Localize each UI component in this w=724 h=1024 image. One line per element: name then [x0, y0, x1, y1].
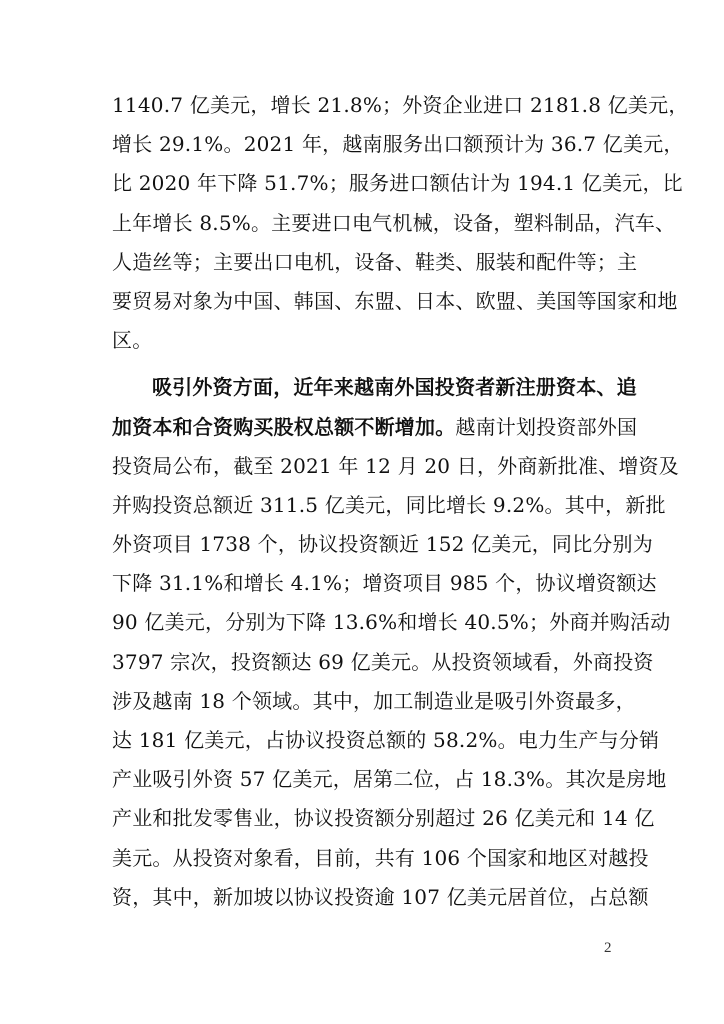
text-run: 越南计划投资部外国 [455, 414, 638, 439]
text-line: 并购投资总额近 311.5 亿美元，同比增长 9.2%。其中，新批 [112, 492, 666, 517]
text-line: 比 2020 年下降 51.7%；服务进口额估计为 194.1 亿美元，比 [112, 171, 683, 196]
paragraph-trade [112, 86, 689, 360]
text-line: 1140.7 亿美元，增长 21.8%；外资企业进口 2181.8 亿美元， [112, 93, 689, 117]
text-line: 90 亿美元，分别为下降 13.6%和增长 40.5%；外商并购活动 [112, 610, 671, 635]
page-number: 2 [604, 940, 612, 956]
text-line: 上年增长 8.5%。主要进口电气机械，设备，塑料制品，汽车、 [112, 210, 676, 235]
text-line: 产业吸引外资 57 亿美元，居第二位，占 18.3%。其次是房地 [112, 767, 667, 792]
paragraph-spacer [112, 360, 622, 368]
body-text [112, 86, 689, 917]
text-line: 产业和批发零售业，协议投资额分别超过 26 亿美元和 14 亿 [112, 806, 655, 831]
text-line [112, 368, 637, 407]
text-line: 下降 31.1%和增长 4.1%；增资项目 985 个，协议增资额达 [112, 571, 657, 596]
text-line: 增长 29.1%。2021 年，越南服务出口额预计为 36.7 亿美元， [112, 132, 684, 157]
text-line: 达 181 亿美元，占协议投资总额的 58.2%。电力生产与分销 [112, 728, 660, 752]
text-line: 投资局公布，截至 2021 年 12 月 20 日，外商新批准、增资及 [112, 453, 679, 478]
text-line: 人造丝等；主要出口电机，设备、鞋类、服装和配件等；主 [112, 249, 638, 274]
text-line: 外资项目 1738 个，协议投资额近 152 亿美元，同比分别为 [112, 532, 653, 557]
bold-heading-text: 加资本和合资购买股权总额不断增加。 [112, 414, 456, 439]
text-line: 资，其中，新加坡以协议投资逾 107 亿美元居首位，占总额 [112, 884, 649, 909]
paragraph-foreign-investment [112, 368, 679, 917]
bold-heading-text: 吸引外资方面，近年来越南外国投资者新注册资本、追 [152, 375, 637, 400]
text-line [112, 408, 638, 447]
text-line: 要贸易对象为中国、韩国、东盟、日本、欧盟、美国等国家和地 [112, 288, 678, 313]
text-line: 区。 [112, 328, 153, 353]
text-line: 涉及越南 18 个领域。其中，加工制造业是吸引外资最多， [112, 688, 636, 713]
text-line: 3797 宗次，投资额达 69 亿美元。从投资领域看，外商投资 [112, 649, 654, 674]
text-line: 美元。从投资对象看，目前，共有 106 个国家和地区对越投 [112, 845, 649, 870]
